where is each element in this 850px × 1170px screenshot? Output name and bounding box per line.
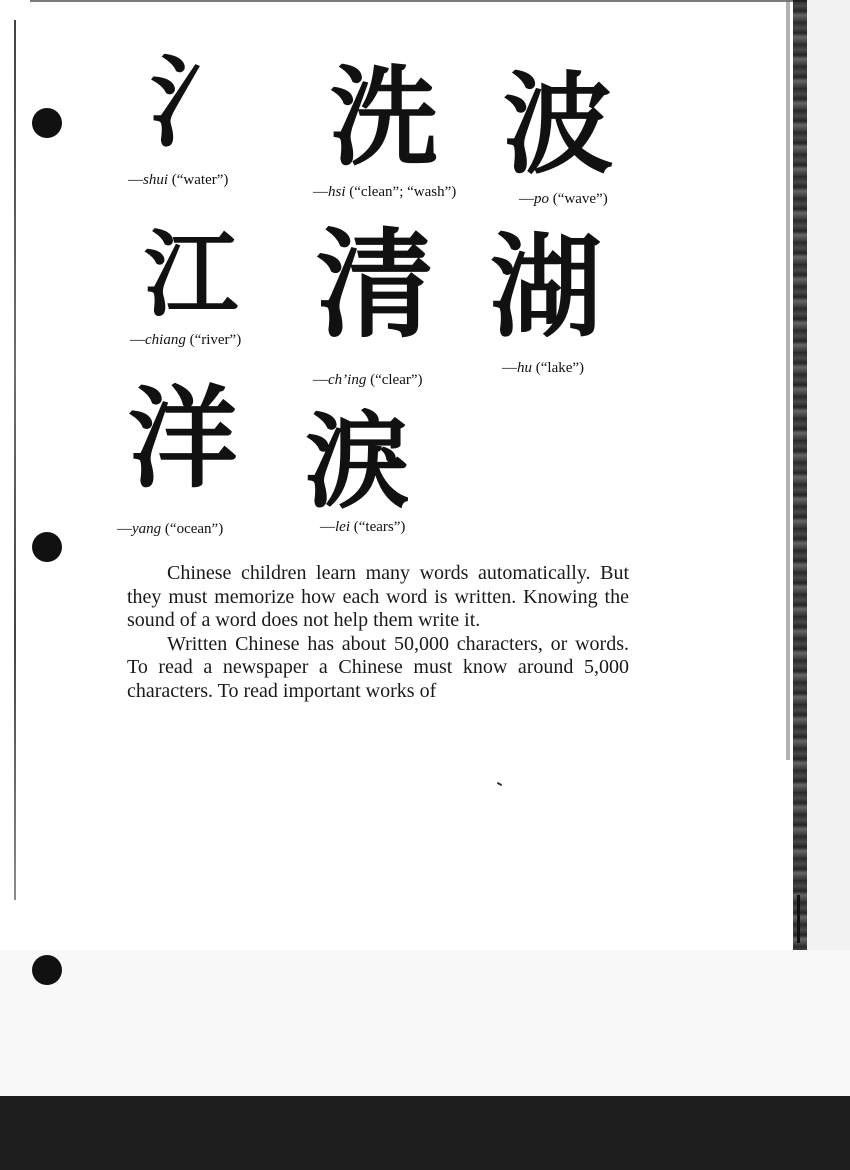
scan-right-shadow [786,0,790,760]
meaning-lake: (“lake”) [535,360,585,376]
character-glyph-ocean: 洋 [128,374,238,503]
scan-speck [497,782,502,786]
character-glyph-wave: 波 [503,60,613,189]
paragraph-1: Chinese children learn many words automatically. But they must memorize how each word is written. Knowing the sound of a word does not help them write it. [127,562,629,631]
caption-clear [313,372,423,389]
caption-dash: — [117,521,132,537]
meaning-wash: (“clean”; “wash”) [349,184,457,200]
romanization-ocean: yang [132,521,162,537]
caption-dash: — [313,372,328,388]
meaning-ocean: (“ocean”) [164,521,224,537]
scan-top-edge [30,0,810,2]
romanization-clear: ch’ing [328,372,367,388]
scan-right-mark [797,895,800,943]
scan-left-edge [14,20,16,900]
caption-dash: — [130,332,145,348]
caption-wave [519,191,608,208]
paragraph-2: Written Chinese has about 50,000 characters, or words. To read a newspaper a Chinese must know around 5,000 characters. To read important works of [127,632,629,702]
meaning-river: (“river”) [189,332,242,348]
scan-right-edge [793,0,807,950]
caption-dash: — [320,519,335,535]
character-glyph-lake: 湖 [490,222,602,353]
punch-hole-top [32,108,62,138]
scan-bottom-margin [0,950,850,1096]
scan-right-margin [807,0,850,950]
caption-dash: — [519,191,534,207]
romanization-river: chiang [145,332,186,348]
romanization-water: shui [143,172,169,188]
meaning-water: (“water”) [171,172,229,188]
meaning-clear: (“clear”) [370,372,423,388]
caption-river [130,332,241,349]
caption-tears [320,519,405,536]
caption-dash: — [128,172,143,188]
romanization-wash: hsi [328,184,346,200]
character-glyph-tears: 淚 [305,400,410,523]
romanization-lake: hu [517,360,532,376]
caption-lake [502,360,584,377]
romanization-tears: lei [335,519,350,535]
character-glyph-wash: 洗 [330,55,439,181]
character-glyph-water: 氵 [150,43,250,161]
meaning-wave: (“wave”) [552,191,608,207]
character-glyph-clear: 清 [316,215,435,354]
romanization-wave: po [534,191,549,207]
caption-wash [313,184,456,201]
punch-hole-bottom [32,955,62,985]
meaning-tears: (“tears”) [353,519,406,535]
caption-dash: — [313,184,328,200]
caption-ocean [117,521,223,538]
punch-hole-middle [32,532,62,562]
scan-bottom-bar [0,1096,850,1170]
character-glyph-river: 江 [144,220,239,330]
caption-dash: — [502,360,517,376]
body-text [127,562,629,703]
caption-water [128,172,228,189]
